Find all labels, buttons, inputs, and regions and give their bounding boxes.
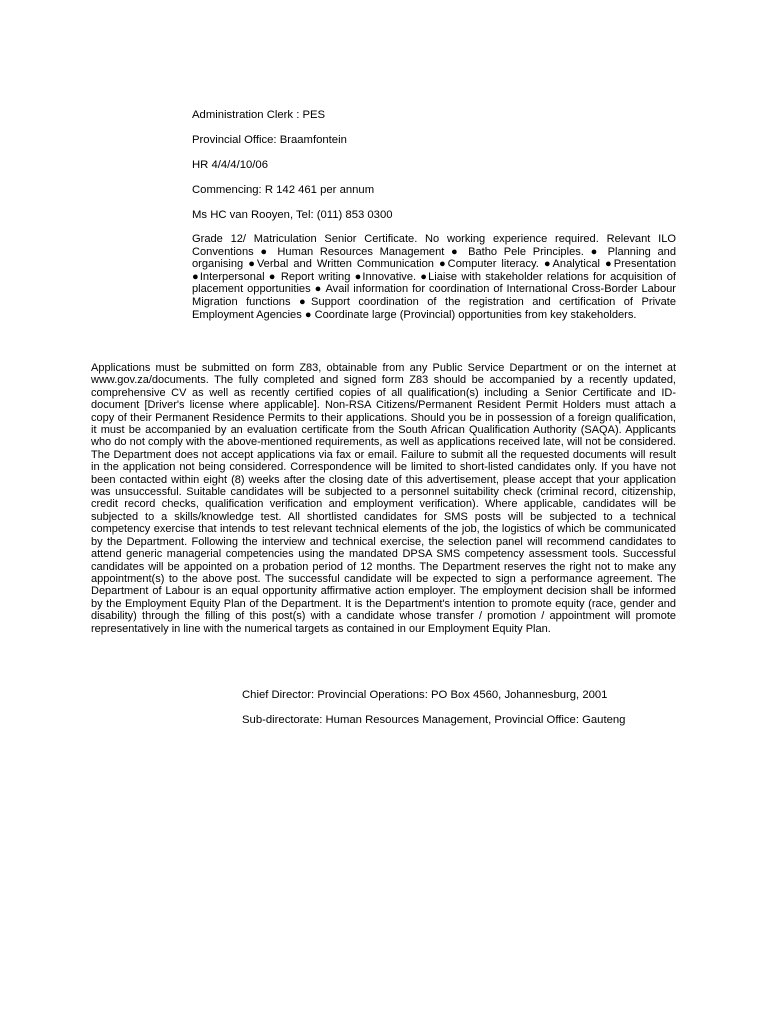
contact-details xyxy=(242,688,682,727)
post-reference: HR 4/4/4/10/06 xyxy=(192,159,268,171)
applications-note: Applications must be submitted on form Z83, obtainable from any Public Service Department or on the internet at www.gov.za/documents. The fully completed and signed form Z83 should be accompanied by a recently updated, comprehensive CV as well as recently certified copies of all qualification(s) including a Senior Certificate and ID-document [Driver's license where applicable]. Non-RSA Citizens/Permanent Resident Permit Holders must attach a copy of their Permanent Residence Permits to their applications. Should you be in possession of a foreign qualification, it must be accompanied by an evaluation certificate from the South African Qualification Authority (SAQA). Applicants who do not comply with the above-mentioned requirements, as well as applications received late, will not be considered. The Department does not accept applications via fax or email. Failure to submit all the requested documents will result in the application not being considered. Correspondence will be limited to short-listed candidates only. If you have not been contacted within eight (8) weeks after the closing date of this advertisement, please accept that your application was unsuccessful. Suitable candidates will be subjected to a personnel suitability check (criminal record, citizenship, credit record checks, qualification verification and employment verification). Where applicable, candidates will be subjected to a skills/knowledge test. All shortlisted candidates for SMS posts will be subjected to a technical competency exercise that intends to test relevant technical elements of the job, the logistics of which be communicated by the Department. Following the interview and technical exercise, the selection panel will recommend candidates to attend generic managerial competencies using the mandated DPSA SMS competency assessment tools. Successful candidates will be appointed on a probation period of 12 months. The Department reserves the right not to make any appointment(s) to the above post. The successful candidate will be expected to sign a performance agreement. The Department of Labour is an equal opportunity affirmative action employer. The employment decision shall be informed by the Employment Equity Plan of the Department. It is the Department's intention to promote equity (race, gender and disability) through the filling of this post(s) with a candidate whose transfer / promotion / appointment will promote representatively in line with the numerical targets as contained in our Employment Equity Plan. xyxy=(91,362,676,635)
post-details xyxy=(192,108,676,332)
post-title: Administration Clerk : PES xyxy=(192,109,326,121)
post-office: Provincial Office: Braamfontein xyxy=(192,134,347,146)
sub-directorate: Sub-directorate: Human Resources Management, Provincial Office: Gauteng xyxy=(242,714,626,726)
chief-director-address: Chief Director: Provincial Operations: PO Box 4560, Johannesburg, 2001 xyxy=(242,689,608,701)
post-requirements: Grade 12/ Matriculation Senior Certificate. No working experience required. Relevant ILO Conventions ● Human Resources Management ● Batho Pele Principles. ● Planning and organising ●Verbal and Written Communication ●Computer literacy. ●Analytical ●Presentation ●Interpersonal ● Report writing ●Innovative. ●Liaise with stakeholder relations for acquisition of placement opportunities ● Avail information for coordination of International Cross-Border Labour Migration functions ●Support coordination of the registration and certification of Private Employment Agencies ● Coordinate large (Provincial) opportunities from key stakeholders. xyxy=(192,233,676,321)
post-salary: Commencing: R 142 461 per annum xyxy=(192,184,375,196)
post-enquiries: Ms HC van Rooyen, Tel: (011) 853 0300 xyxy=(192,209,393,221)
